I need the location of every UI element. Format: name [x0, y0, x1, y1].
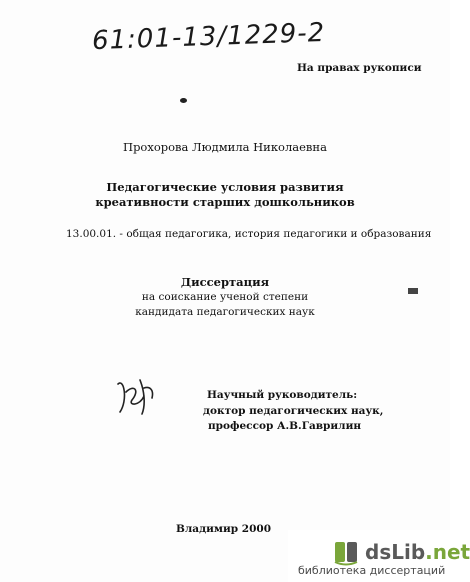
supervisor-label: Научный руководитель:	[207, 389, 358, 401]
specialty-code: 13.00.01. - общая педагогика, история педагогики и образования	[66, 228, 432, 240]
ink-speck	[180, 98, 187, 103]
supervisor-degree: доктор педагогических наук,	[203, 405, 384, 417]
watermark-logo[interactable]	[365, 540, 470, 564]
handwritten-catalog-code: 61:01-13/1229-2	[91, 17, 326, 57]
watermark-logo-tld: .net	[425, 540, 470, 564]
watermark-subtitle: библиотека диссертаций	[298, 564, 446, 577]
author-name: Прохорова Людмила Николаевна	[123, 140, 327, 154]
degree-line1: на соискание ученой степени	[141, 291, 309, 303]
handwritten-signature	[110, 370, 160, 420]
dissertation-title-line1: Педагогические условия развития	[106, 180, 344, 194]
scan-speck	[408, 288, 418, 294]
watermark-logo-main: dsLib	[365, 540, 426, 564]
document-type: Диссертация	[180, 275, 270, 289]
book-logo-icon	[332, 537, 360, 567]
degree-line2: кандидата педагогических наук	[135, 306, 315, 318]
city-year: Владимир 2000	[176, 523, 271, 535]
supervisor-name: профессор А.В.Гаврилин	[208, 420, 362, 432]
dissertation-title-line2: креативности старших дошкольников	[95, 195, 355, 209]
rights-note: На правах рукописи	[297, 62, 422, 74]
